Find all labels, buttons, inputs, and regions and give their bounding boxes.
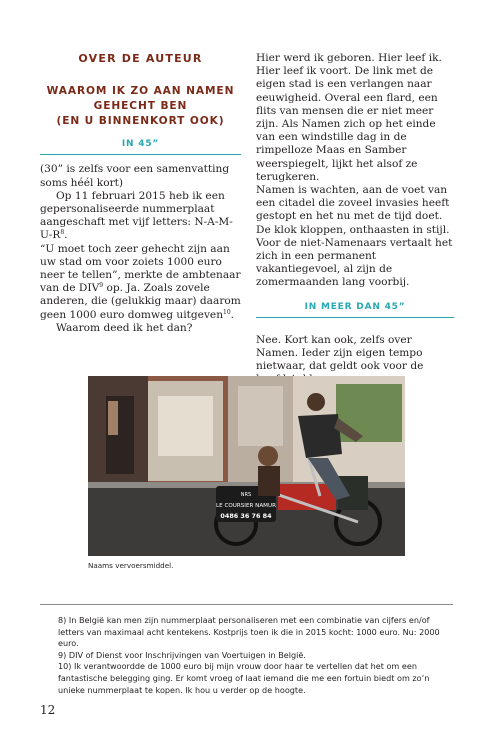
footnote: 9) DIV of Dienst voor Inschrijvingen van Voertuigen in België. (58, 649, 306, 660)
chapter-title-line: GEHECHT BEN (93, 100, 188, 113)
paragraph (40, 190, 241, 243)
paragraph: (30” is zelfs voor een samenvatting soms héél kort) (40, 163, 230, 189)
section-heading: OVER DE AUTEUR (78, 52, 203, 65)
paragraph-text: “U moet toch zeer gehecht zijn aan uw stad om voor zoiets 1000 euro neer te tellen”, merkte de ambtenaar van de DIV (40, 242, 241, 295)
bike-sign-top: NRS (240, 492, 252, 498)
chapter-title-line: (EN U BINNENKORT OOK) (56, 115, 225, 128)
paragraph: Namen is wachten, aan de voet van een citadel die zoveel invasies heeft gestopt en het nu met de tijd doet. De klok kloppen, onthaasten in stijl. Voor de niet-Namenaars vertaalt het zich in een permanent vakantiegevoel, al zijn de zomermaanden lang voorbij. (256, 184, 453, 289)
left-column (40, 52, 241, 335)
paragraph-text: Op 11 februari 2015 heb ik een gepersonaliseerde nummerplaat aangeschaft met vijf letters: N-A-M-U-R (40, 189, 233, 242)
paragraph: Hier werd ik geboren. Hier leef ik. Hier leef ik voort. De link met de eigen stad is een verlangen naar eeuwigheid. Overal een flard, een flits van mensen die er niet meer zijn. Als Namen zich op het einde van een windstille dag in de rimpelloze Maas en Samber weerspiegelt, lijkt het alsof ze terugkeren. (256, 52, 442, 183)
paragraph: Waarom deed ik het dan? (56, 321, 193, 334)
photo-cargo-bike (88, 376, 405, 556)
subsection-heading-45: IN 45” (40, 138, 241, 155)
footnotes (58, 615, 454, 696)
punctuation: . (230, 308, 235, 321)
punctuation: . (64, 229, 68, 242)
chapter-title (40, 84, 241, 129)
footnote: 8) In België kan men zijn nummerplaat personaliseren met een combinatie van cijfers en/of letters van maximaal acht kentekens. Kostprijs toen ik die in 2015 kocht: 1000 euro. Nu: 2000 euro. (58, 615, 440, 649)
footnote-divider (40, 604, 453, 605)
footnote-ref[interactable]: 9 (99, 282, 104, 290)
paragraph (40, 243, 241, 322)
paragraph: Nee. Kort kan ook, zelfs over Namen. Ieder zijn eigen tempo nietwaar, dat geldt ook voor de (256, 333, 424, 373)
footnote: 10) Ik verantwoordde de 1000 euro bij mijn vrouw door haar te vertellen dat het om een fantastische belegging ging. Er komt vroeg of laat iemand die me een fortuin biedt om zo’n unieke nummerplaat te kopen. Ik hou u verder op de hoogte. (58, 661, 430, 695)
bike-sign-name: LE COURSIER NAMUR (216, 503, 276, 509)
page-number: 12 (40, 703, 56, 717)
footnote-ref[interactable]: 8 (60, 229, 65, 237)
paragraph-text: op. Ja. Zoals zovele anderen, die (gelukkig maar) daarom geen 1000 euro domweg uitgeven (40, 282, 241, 321)
footnote-ref[interactable]: 10 (223, 308, 231, 316)
bike-sign-phone: 0486 36 76 84 (220, 512, 272, 520)
subsection-heading-more-45: IN MEER DAN 45” (256, 301, 454, 318)
chapter-title-line: WAAROM IK ZO AAN NAMEN (46, 85, 235, 98)
right-column (256, 52, 454, 387)
photo-caption: Naams vervoersmiddel. (88, 561, 174, 570)
